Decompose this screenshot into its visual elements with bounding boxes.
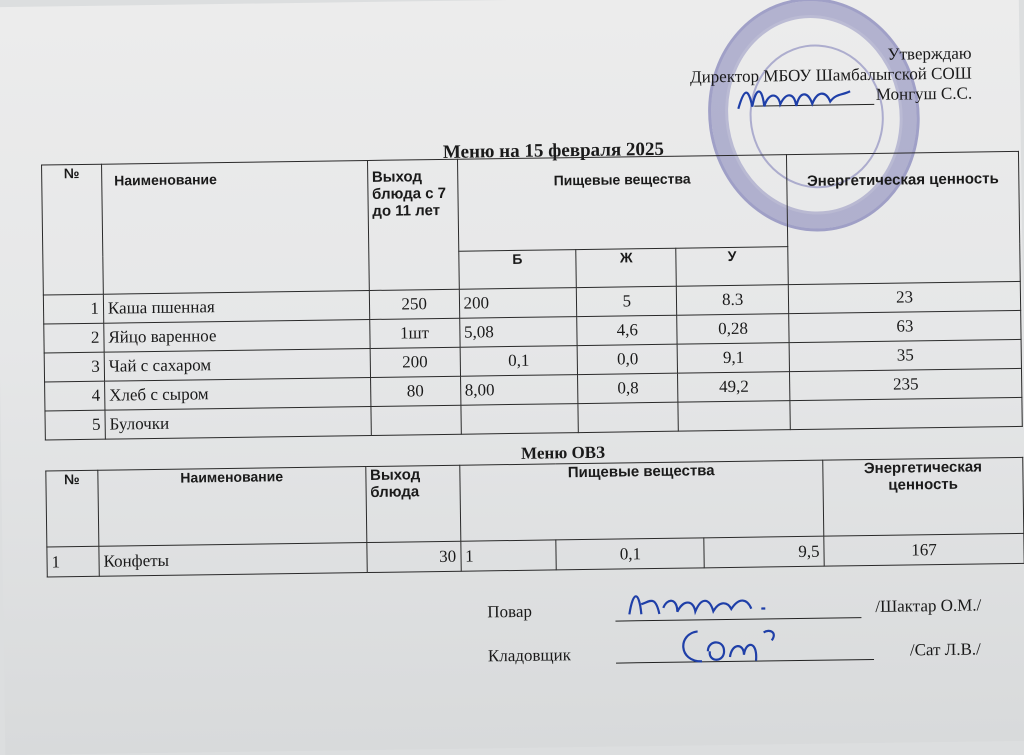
col-number: № (46, 470, 99, 547)
col-output: Выход блюда (365, 465, 460, 542)
approval-heading: Утверждаю (887, 43, 972, 64)
col-number: № (42, 164, 104, 295)
col-energy: Энергетическая ценность (823, 457, 1024, 536)
menu-title: Меню на 15 февраля 2025 (442, 138, 665, 163)
menu-table (41, 151, 1023, 441)
approval-position: Директор МБОУ Шамбалыгской СОШ (689, 63, 972, 87)
col-protein: Б (458, 250, 576, 290)
table-row: 1 Каша пшенная 250 200 5 8.3 23 (43, 281, 1020, 324)
table-row: 4 Хлеб с сыром 80 8,00 0,8 49,2 235 (45, 368, 1022, 411)
col-fat: Ж (576, 248, 676, 287)
col-carbs: У (676, 247, 788, 287)
col-nutrients: Пищевые вещества (459, 460, 824, 541)
storekeeper-label: Кладовщик (487, 645, 572, 666)
cook-name: /Шактар О.М./ (875, 595, 982, 616)
cook-signature (0, 0, 1019, 7)
table-row: 2 Яйцо варенное 1шт 5,08 4,6 0,28 63 (44, 310, 1021, 353)
director-signature (0, 0, 1019, 7)
ovz-menu-title: Меню ОВЗ (520, 442, 606, 463)
ovz-menu-table (45, 457, 1024, 578)
table-row: 5 Булочки (45, 397, 1022, 440)
col-energy: Энергетическая ценность (787, 151, 1021, 284)
storekeeper-name: /Сат Л.В./ (909, 639, 981, 660)
col-name: Наименование (101, 161, 369, 295)
table-row: 3 Чай с сахаром 200 0,1 0,0 9,1 35 (44, 339, 1021, 382)
director-name: Монгуш С.С. (875, 83, 973, 104)
col-output: Выход блюда с 7 до 11 лет (367, 159, 459, 290)
col-nutrients: Пищевые вещества (457, 155, 788, 252)
col-name: Наименование (98, 467, 367, 547)
cook-label: Повар (487, 601, 533, 622)
table-row: 1 Конфеты 30 1 0,1 9,5 167 (47, 533, 1024, 577)
storekeeper-signature (0, 0, 1019, 7)
